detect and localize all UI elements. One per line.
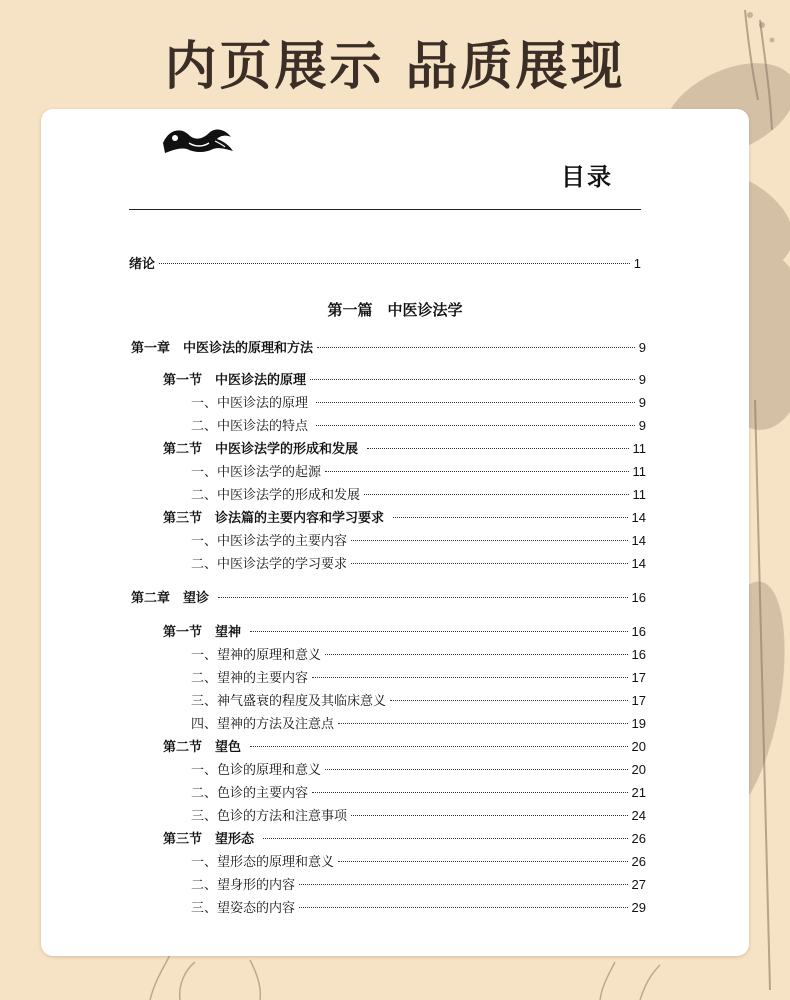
toc-item [191,394,646,412]
toc-entry-title: 第三节 望形态 [163,832,259,847]
toc-item [191,486,646,504]
grass-painting [150,955,660,1000]
toc-entry-title: 一、中医诊法学的主要内容 [191,534,348,549]
toc-entry-title: 二、中医诊法的特点 [191,419,313,434]
toc-entry-page: 11 [632,441,646,456]
toc-entry-page: 9 [638,418,646,433]
toc-entry-page: 16 [631,647,646,662]
toc-entry-page: 21 [631,785,646,800]
toc-entry-page: 16 [631,590,646,605]
toc-item [191,761,646,779]
toc-entry-title: 第一章 中医诊法的原理和方法 [131,341,314,356]
toc-chapter [131,589,646,607]
toc-heading: 目录 [561,163,613,191]
toc-entry-page: 14 [631,556,646,571]
toc-entry-page: 9 [638,372,646,387]
toc-item [191,417,646,435]
toc-entry-page: 24 [631,808,646,823]
toc-entry-page: 14 [631,510,646,525]
toc-entry-title: 三、神气盛衰的程度及其临床意义 [191,694,387,709]
toc-entry-page: 29 [631,900,646,915]
toc-item [191,876,646,894]
toc-entry-title: 一、望神的原理和意义 [191,648,322,663]
part-title: 第一篇 中医诊法学 [327,301,463,319]
toc-entry-page: 9 [638,395,646,410]
toc-section [163,509,646,527]
toc-entry-title: 二、望身形的内容 [191,878,296,893]
toc-item [191,807,646,825]
dragon-ornament-icon [159,119,239,159]
toc-entry-title: 一、中医诊法的原理 [191,396,313,411]
toc-entry-title: 二、色诊的主要内容 [191,786,309,801]
toc-item [191,784,646,802]
toc-entry-title: 第二节 望色 [163,740,246,755]
toc-entry-page: 27 [631,877,646,892]
toc-entry-page: 26 [631,854,646,869]
toc-section [163,371,646,389]
divider [129,209,641,210]
toc-entry-title: 四、望神的方法及注意点 [191,717,335,732]
toc-entry-page: 9 [638,340,646,355]
toc-item [191,532,646,550]
toc-entry-title: 一、中医诊法学的起源 [191,465,322,480]
toc-entry-title: 二、中医诊法学的学习要求 [191,557,348,572]
toc-entry-page: 16 [631,624,646,639]
toc-item [191,715,646,733]
toc-item [191,646,646,664]
toc-entry-title: 第一节 望神 [163,625,246,640]
toc-section [163,830,646,848]
toc-entry-page: 19 [631,716,646,731]
toc-entry-page: 17 [631,693,646,708]
toc-chapter [131,339,646,357]
toc-item [191,555,646,573]
toc-entry-title: 第二节 中医诊法学的形成和发展 [163,442,363,457]
toc-entry-title: 一、望形态的原理和意义 [191,855,335,870]
toc-intro: 绪论 1 [129,256,641,272]
toc-entry-page: 26 [631,831,646,846]
toc-item [191,899,646,917]
toc-section [163,440,646,458]
toc-entry-title: 第二章 望诊 [131,591,214,606]
toc-item [191,463,646,481]
toc-entry-title: 三、色诊的方法和注意事项 [191,809,348,824]
toc-section [163,738,646,756]
toc-item [191,853,646,871]
toc-entry-title: 三、望姿态的内容 [191,901,296,916]
toc-item [191,692,646,710]
toc-entry-page: 11 [632,464,646,479]
banner-title: 内页展示 品质展现 [164,37,626,97]
toc-entry-page: 17 [631,670,646,685]
toc-item [191,669,646,687]
toc-entry-page: 14 [631,533,646,548]
toc-entry-title: 一、色诊的原理和意义 [191,763,322,778]
toc-entry-title: 二、中医诊法学的形成和发展 [191,488,361,503]
toc-entry-page: 20 [631,762,646,777]
toc-entry-title: 第一节 中医诊法的原理 [163,373,307,388]
toc-page [41,109,749,956]
toc-entry-title: 二、望神的主要内容 [191,671,309,686]
toc-entry-title: 第三节 诊法篇的主要内容和学习要求 [163,511,389,526]
toc-section [163,623,646,641]
toc-entry-page: 20 [631,739,646,754]
toc-entry-page: 11 [632,487,646,502]
